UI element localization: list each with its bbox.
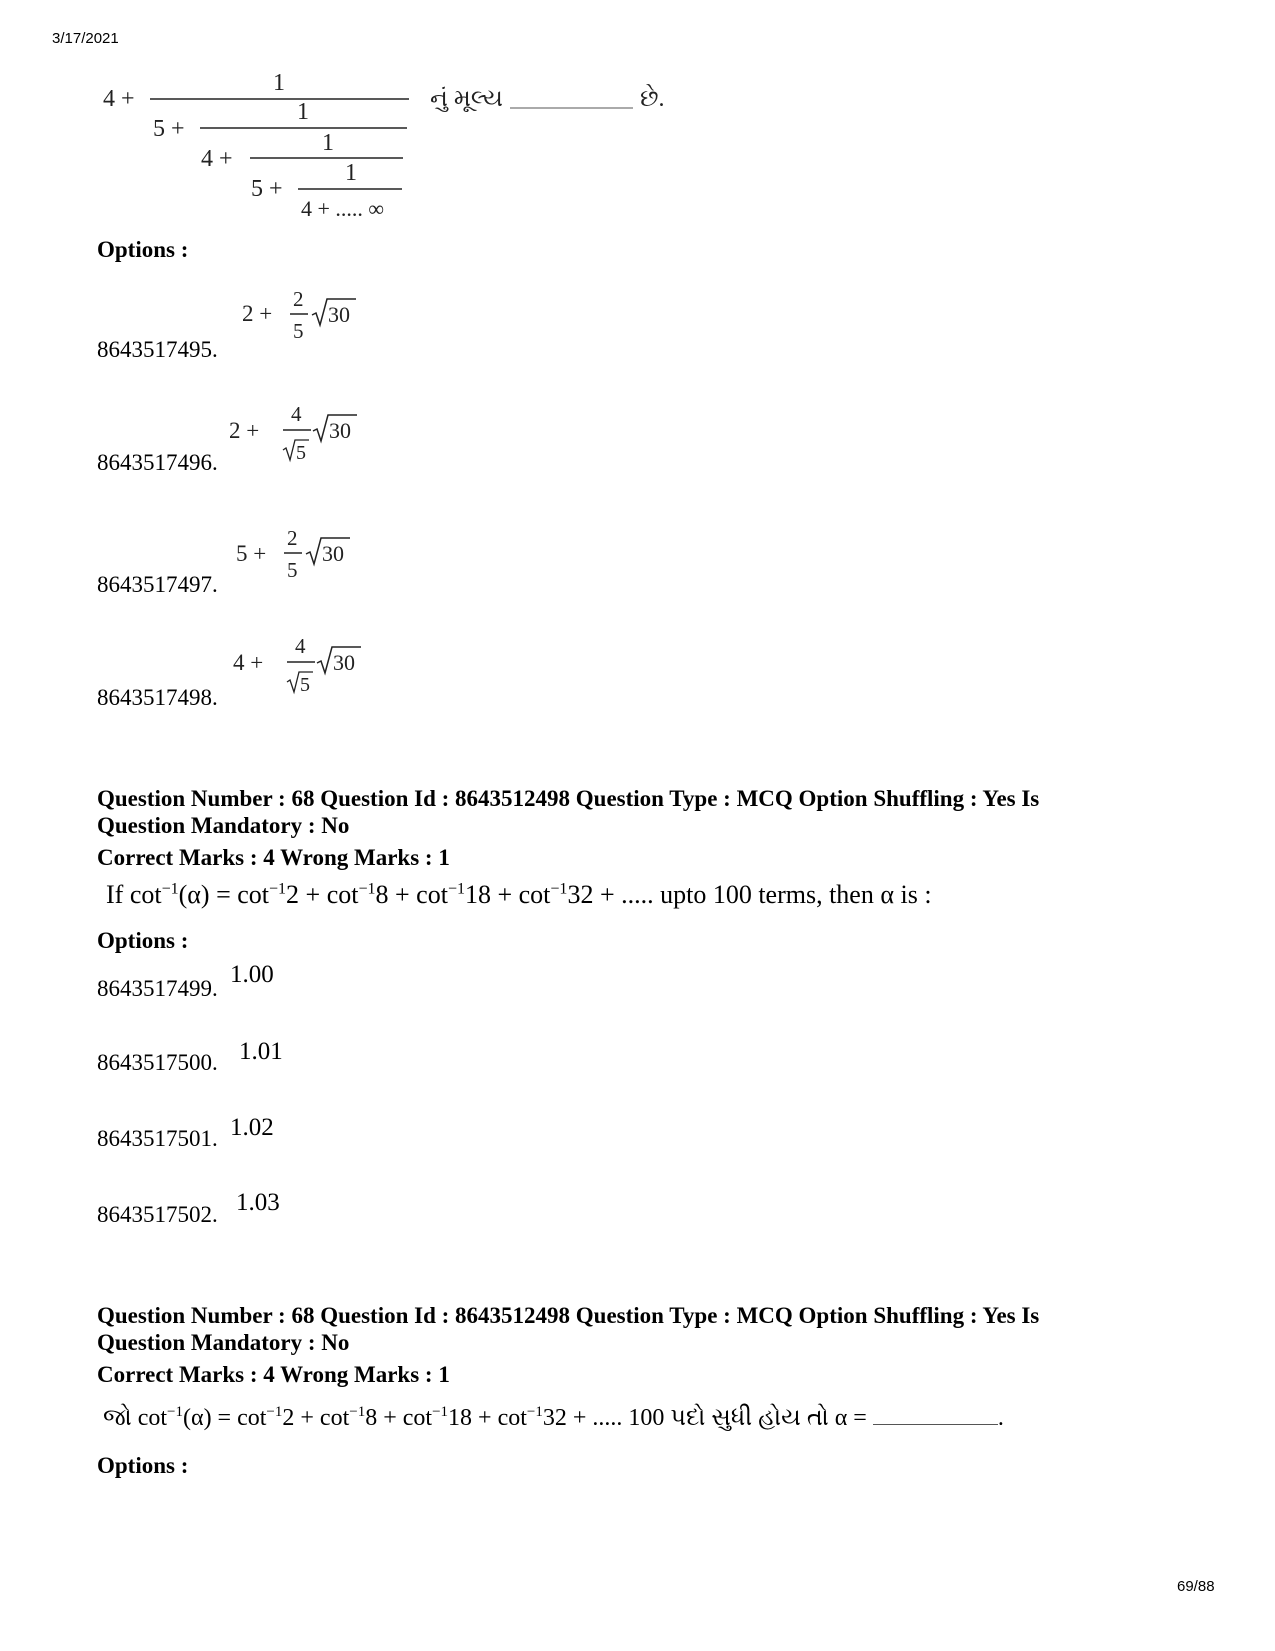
- continued-fraction-expression: [95, 62, 695, 232]
- opt-num: 2: [287, 526, 298, 550]
- cf-a0: 4 +: [103, 86, 135, 112]
- opt-root: 30: [329, 418, 351, 443]
- q67-option-expression: [225, 400, 375, 468]
- q68gu-header-line1: Question Number : 68 Question Id : 8643512498 Question Type : MCQ Option Shuffling : Yes Is: [97, 1303, 1040, 1328]
- print-date: 3/17/2021: [52, 30, 119, 47]
- opt-num: 4: [291, 402, 302, 426]
- q67-option-id: 8643517498.: [97, 685, 218, 710]
- q67-option-id: 8643517496.: [97, 450, 218, 475]
- q68-option-id: 8643517502.: [97, 1202, 218, 1227]
- opt-root: 30: [328, 302, 350, 327]
- opt-den: 5: [296, 442, 306, 464]
- q68-header-line1: Question Number : 68 Question Id : 8643512498 Question Type : MCQ Option Shuffling : Yes Is: [97, 786, 1040, 811]
- answer-blank: [873, 1406, 998, 1425]
- q67-option-id: 8643517497.: [97, 572, 218, 597]
- q68-options-label: Options :: [97, 928, 189, 953]
- opt-den: 5: [287, 558, 298, 582]
- q68gu-marks: Correct Marks : 4 Wrong Marks : 1: [97, 1362, 450, 1387]
- q67-options-label: Options :: [97, 237, 189, 262]
- q67-option-expression: [238, 285, 378, 349]
- opt-den: 5: [300, 674, 310, 696]
- opt-num: 4: [295, 634, 306, 658]
- gu-end: છે.: [640, 86, 665, 112]
- cf-a2: 4 +: [201, 146, 233, 172]
- q68gu-question-text: જો $\cot^{-1}(\alpha) = \cot^{-1}2 + \cot^{-1}8 + \cot^{-1}18 + \cot^{-1}32$ + ..... 100 પદો સુધી હોય તો α = .: [103, 1404, 1004, 1431]
- q68-option-id: 8643517500.: [97, 1050, 218, 1075]
- q67-option-expression: [232, 524, 372, 588]
- opt-lead: 5 +: [236, 541, 267, 566]
- q68-option-value: 1.03: [236, 1189, 280, 1216]
- cf-tail: 4 + ..... ∞: [301, 196, 385, 221]
- q68-option-id: 8643517499.: [97, 976, 218, 1001]
- cf-n1: 1: [273, 70, 285, 96]
- q67-option-id: 8643517495.: [97, 337, 218, 362]
- cf-n3: 1: [322, 130, 334, 156]
- opt-lead: 4 +: [233, 650, 264, 675]
- q68-header-line2: Question Mandatory : No: [97, 813, 350, 838]
- gu-suffix: નું મૂલ્ય: [430, 86, 503, 112]
- opt-root: 30: [322, 541, 344, 566]
- q68gu-options-label: Options :: [97, 1453, 189, 1478]
- cf-n2: 1: [297, 99, 309, 125]
- q68-option-value: 1.01: [239, 1038, 283, 1065]
- opt-den: 5: [293, 319, 304, 343]
- opt-lead: 2 +: [242, 301, 273, 326]
- page-number: 69/88: [1177, 1578, 1215, 1595]
- q68-option-id: 8643517501.: [97, 1126, 218, 1151]
- cf-a3: 5 +: [251, 176, 283, 202]
- cf-a1: 5 +: [153, 116, 185, 142]
- opt-num: 2: [293, 287, 304, 311]
- cf-n4: 1: [345, 160, 357, 186]
- q68-option-value: 1.00: [230, 961, 274, 988]
- q68gu-header-line2: Question Mandatory : No: [97, 1330, 350, 1355]
- q68-option-value: 1.02: [230, 1114, 274, 1141]
- opt-lead: 2 +: [229, 418, 260, 443]
- q68-question-text: If $\cot^{-1}(\alpha) = \cot^{-1}2 + \cot^{-1}8 + \cot^{-1}18 + \cot^{-1}32$ + ..... upto 100 terms, then α is :: [106, 880, 932, 909]
- q68-marks: Correct Marks : 4 Wrong Marks : 1: [97, 845, 450, 870]
- opt-root: 30: [333, 650, 355, 675]
- q67-option-expression: [229, 632, 379, 700]
